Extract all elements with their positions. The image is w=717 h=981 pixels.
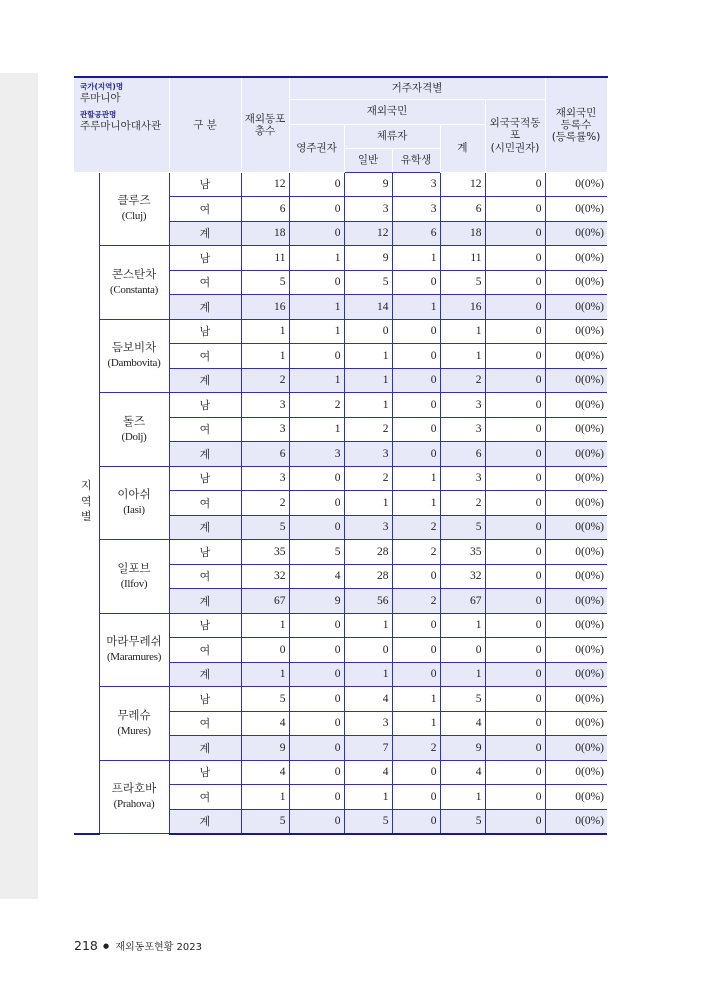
gender-cell: 남 [169, 466, 241, 491]
value-cell: 1 [440, 319, 485, 344]
value-cell: 2 [289, 393, 344, 418]
value-cell: 0(0%) [545, 589, 607, 614]
table-row [74, 613, 607, 638]
value-cell: 0(0%) [545, 466, 607, 491]
gender-cell: 계 [169, 221, 241, 246]
value-cell: 3 [289, 442, 344, 467]
value-cell: 0 [289, 491, 344, 516]
value-cell: 0 [485, 760, 545, 785]
student-header: 유학생 [392, 148, 440, 172]
value-cell: 0 [485, 393, 545, 418]
gender-cell: 계 [169, 515, 241, 540]
page-footer [74, 938, 202, 953]
value-cell: 0 [392, 564, 440, 589]
region-name-en: (Dolj) [121, 430, 147, 443]
value-cell: 1 [241, 785, 289, 810]
region-name-ko: 듬보비차 [111, 342, 157, 355]
gender-cell: 남 [169, 613, 241, 638]
region-name-en: (Dambovita) [107, 357, 161, 370]
value-cell: 1 [392, 295, 440, 320]
value-cell: 0 [485, 172, 545, 197]
value-cell: 0 [289, 221, 344, 246]
value-cell: 1 [392, 687, 440, 712]
value-cell: 2 [440, 491, 485, 516]
value-cell: 0(0%) [545, 368, 607, 393]
value-cell: 0 [289, 687, 344, 712]
value-cell: 0 [392, 760, 440, 785]
table-row [74, 687, 607, 712]
value-cell: 11 [241, 246, 289, 271]
value-cell: 14 [344, 295, 392, 320]
value-cell: 3 [440, 393, 485, 418]
value-cell: 5 [440, 270, 485, 295]
value-cell: 4 [289, 564, 344, 589]
gender-cell: 남 [169, 540, 241, 565]
region-name-en: (Maramures) [106, 651, 162, 664]
value-cell: 5 [241, 515, 289, 540]
value-cell: 18 [241, 221, 289, 246]
region-name-ko: 프라호바 [111, 783, 157, 796]
value-cell: 0(0%) [545, 417, 607, 442]
value-cell: 0(0%) [545, 638, 607, 663]
value-cell: 0(0%) [545, 662, 607, 687]
value-cell: 35 [241, 540, 289, 565]
gender-cell: 남 [169, 246, 241, 271]
office-label: 관할공관명 [80, 110, 117, 120]
value-cell: 2 [344, 466, 392, 491]
value-cell: 28 [344, 564, 392, 589]
value-cell: 1 [344, 368, 392, 393]
value-cell: 11 [440, 246, 485, 271]
gender-cell: 계 [169, 809, 241, 834]
value-cell: 0 [289, 197, 344, 222]
value-cell: 0(0%) [545, 540, 607, 565]
table-row [74, 540, 607, 565]
region-label [99, 540, 169, 614]
value-cell: 0 [344, 319, 392, 344]
country-label: 국가(지역)명 [80, 82, 124, 91]
gender-cell: 여 [169, 197, 241, 222]
value-cell: 5 [440, 515, 485, 540]
value-cell: 5 [344, 270, 392, 295]
table-body [74, 172, 607, 834]
value-cell: 0 [485, 368, 545, 393]
value-cell: 1 [344, 393, 392, 418]
value-cell: 2 [241, 491, 289, 516]
region-name-ko: 콘스탄차 [111, 268, 157, 281]
value-cell: 35 [440, 540, 485, 565]
category-header: 구 분 [169, 77, 241, 172]
value-cell: 0 [485, 319, 545, 344]
value-cell: 6 [241, 442, 289, 467]
value-cell: 12 [440, 172, 485, 197]
value-cell: 3 [241, 417, 289, 442]
value-cell: 0 [485, 197, 545, 222]
value-cell: 9 [344, 246, 392, 271]
value-cell: 4 [440, 711, 485, 736]
value-cell: 1 [344, 344, 392, 369]
value-cell: 9 [344, 172, 392, 197]
gender-cell: 계 [169, 295, 241, 320]
value-cell: 2 [440, 368, 485, 393]
subtotal-header: 계 [440, 124, 485, 172]
region-name-en: (Prahova) [113, 798, 155, 811]
value-cell: 0 [485, 711, 545, 736]
value-cell: 0 [485, 809, 545, 834]
value-cell: 0 [485, 785, 545, 810]
gender-cell: 여 [169, 785, 241, 810]
value-cell: 0(0%) [545, 613, 607, 638]
value-cell: 67 [241, 589, 289, 614]
value-cell: 4 [344, 687, 392, 712]
page-number: 218 [74, 938, 98, 953]
value-cell: 0 [289, 613, 344, 638]
value-cell: 6 [440, 442, 485, 467]
value-cell: 1 [440, 613, 485, 638]
region-name-en: (Iasi) [123, 504, 145, 517]
value-cell: 3 [440, 417, 485, 442]
total-overseas-header: 재외동포 총수 [241, 77, 289, 172]
gender-cell: 여 [169, 417, 241, 442]
value-cell: 1 [241, 662, 289, 687]
permanent-header: 영주권자 [289, 124, 344, 172]
region-label [99, 319, 169, 393]
gender-cell: 계 [169, 442, 241, 467]
value-cell: 0 [289, 809, 344, 834]
value-cell: 12 [241, 172, 289, 197]
value-cell: 0 [485, 736, 545, 761]
value-cell: 0 [392, 319, 440, 344]
value-cell: 0(0%) [545, 221, 607, 246]
value-cell: 0(0%) [545, 564, 607, 589]
region-name-ko: 무레슈 [117, 709, 151, 722]
value-cell: 1 [289, 417, 344, 442]
gender-cell: 남 [169, 760, 241, 785]
value-cell: 0 [289, 736, 344, 761]
value-cell: 1 [289, 368, 344, 393]
value-cell: 1 [392, 246, 440, 271]
value-cell: 0(0%) [545, 491, 607, 516]
value-cell: 0 [392, 785, 440, 810]
value-cell: 18 [440, 221, 485, 246]
value-cell: 5 [440, 809, 485, 834]
publication-title: 재외동포현황 2023 [115, 942, 202, 953]
value-cell: 3 [344, 442, 392, 467]
value-cell: 0 [392, 809, 440, 834]
value-cell: 32 [440, 564, 485, 589]
value-cell: 3 [241, 466, 289, 491]
region-label [99, 760, 169, 834]
value-cell: 2 [344, 417, 392, 442]
table-row [74, 246, 607, 271]
value-cell: 0(0%) [545, 785, 607, 810]
value-cell: 2 [392, 540, 440, 565]
value-cell: 28 [344, 540, 392, 565]
value-cell: 5 [241, 809, 289, 834]
table-row [74, 319, 607, 344]
value-cell: 0 [485, 515, 545, 540]
region-label [99, 687, 169, 761]
value-cell: 0(0%) [545, 270, 607, 295]
value-cell: 0(0%) [545, 246, 607, 271]
value-cell: 2 [392, 736, 440, 761]
foreign-nationals-header: 외국국적동포 (시민권자) [485, 99, 545, 172]
region-name-ko: 돌즈 [122, 415, 146, 428]
value-cell: 0 [289, 344, 344, 369]
value-cell: 6 [440, 197, 485, 222]
value-cell: 3 [392, 172, 440, 197]
value-cell: 12 [344, 221, 392, 246]
value-cell: 1 [344, 613, 392, 638]
value-cell: 1 [289, 319, 344, 344]
region-name-en: (Cluj) [121, 210, 147, 223]
page-margin-band [0, 73, 38, 899]
gender-cell: 남 [169, 172, 241, 197]
gender-cell: 여 [169, 344, 241, 369]
value-cell: 0(0%) [545, 393, 607, 418]
value-cell: 1 [440, 785, 485, 810]
value-cell: 1 [241, 613, 289, 638]
value-cell: 5 [440, 687, 485, 712]
gender-cell: 남 [169, 687, 241, 712]
value-cell: 0(0%) [545, 515, 607, 540]
region-label [99, 613, 169, 687]
value-cell: 0 [485, 417, 545, 442]
value-cell: 0 [392, 368, 440, 393]
value-cell: 0 [485, 589, 545, 614]
value-cell: 0 [289, 760, 344, 785]
value-cell: 0 [440, 638, 485, 663]
value-cell: 0(0%) [545, 711, 607, 736]
value-cell: 6 [392, 221, 440, 246]
value-cell: 1 [392, 711, 440, 736]
country-name: 루마니아 [80, 91, 121, 104]
value-cell: 4 [440, 760, 485, 785]
value-cell: 3 [241, 393, 289, 418]
value-cell: 0(0%) [545, 809, 607, 834]
value-cell: 4 [241, 760, 289, 785]
region-name-ko: 클루즈 [117, 195, 151, 208]
value-cell: 0 [485, 270, 545, 295]
value-cell: 16 [440, 295, 485, 320]
table-row [74, 172, 607, 197]
gender-cell: 남 [169, 393, 241, 418]
region-name-ko: 이아쉬 [117, 489, 151, 502]
table-row [74, 393, 607, 418]
value-cell: 0 [241, 638, 289, 663]
value-cell: 0 [485, 613, 545, 638]
value-cell: 3 [344, 197, 392, 222]
gender-cell: 계 [169, 736, 241, 761]
table-row [74, 760, 607, 785]
value-cell: 0 [485, 540, 545, 565]
gender-cell: 남 [169, 319, 241, 344]
region-name-en: (Constanta) [109, 283, 159, 296]
value-cell: 0 [485, 638, 545, 663]
value-cell: 0 [289, 466, 344, 491]
gender-cell: 계 [169, 662, 241, 687]
gender-cell: 여 [169, 564, 241, 589]
value-cell: 0(0%) [545, 319, 607, 344]
value-cell: 5 [241, 687, 289, 712]
value-cell: 1 [440, 344, 485, 369]
gender-cell: 계 [169, 368, 241, 393]
value-cell: 0 [289, 515, 344, 540]
gender-cell: 여 [169, 638, 241, 663]
value-cell: 0 [485, 662, 545, 687]
value-cell: 0 [289, 270, 344, 295]
value-cell: 0 [392, 638, 440, 663]
value-cell: 3 [392, 197, 440, 222]
value-cell: 0(0%) [545, 760, 607, 785]
region-label [99, 393, 169, 467]
value-cell: 1 [289, 246, 344, 271]
region-label [99, 246, 169, 320]
gender-cell: 여 [169, 270, 241, 295]
value-cell: 1 [344, 491, 392, 516]
value-cell: 0 [485, 246, 545, 271]
general-header: 일반 [344, 148, 392, 172]
korean-nationals-header: 재외국민 [289, 99, 485, 124]
value-cell: 1 [241, 319, 289, 344]
value-cell: 0 [289, 711, 344, 736]
value-cell: 0 [485, 564, 545, 589]
residence-status-header: 거주자격별 [289, 77, 545, 99]
value-cell: 4 [344, 760, 392, 785]
value-cell: 4 [241, 711, 289, 736]
value-cell: 0 [392, 613, 440, 638]
value-cell: 0 [485, 466, 545, 491]
value-cell: 0(0%) [545, 442, 607, 467]
value-cell: 0 [289, 172, 344, 197]
value-cell: 6 [241, 197, 289, 222]
value-cell: 0 [485, 442, 545, 467]
value-cell: 56 [344, 589, 392, 614]
value-cell: 5 [241, 270, 289, 295]
value-cell: 0(0%) [545, 295, 607, 320]
table-row [74, 466, 607, 491]
value-cell: 0 [392, 270, 440, 295]
value-cell: 0 [289, 662, 344, 687]
value-cell: 0(0%) [545, 197, 607, 222]
value-cell: 0 [485, 221, 545, 246]
gender-cell: 여 [169, 711, 241, 736]
value-cell: 9 [241, 736, 289, 761]
value-cell: 0 [289, 785, 344, 810]
value-cell: 2 [241, 368, 289, 393]
value-cell: 3 [344, 711, 392, 736]
value-cell: 0(0%) [545, 344, 607, 369]
registered-header: 재외국민 등록수 (등록률%) [545, 77, 607, 172]
value-cell: 2 [392, 515, 440, 540]
value-cell: 9 [289, 589, 344, 614]
region-name-ko: 마라무레쉬 [106, 636, 162, 649]
value-cell: 32 [241, 564, 289, 589]
value-cell: 5 [289, 540, 344, 565]
sojourner-header: 체류자 [344, 124, 440, 148]
value-cell: 1 [440, 662, 485, 687]
region-label [99, 172, 169, 246]
value-cell: 0(0%) [545, 687, 607, 712]
region-name-ko: 일포브 [117, 562, 151, 575]
table-corner-header [74, 77, 169, 172]
region-name-en: (Ilfov) [120, 577, 148, 590]
side-category-label: 지 역 별 [74, 172, 99, 834]
value-cell: 1 [289, 295, 344, 320]
value-cell: 0 [392, 417, 440, 442]
value-cell: 3 [344, 515, 392, 540]
value-cell: 0(0%) [545, 736, 607, 761]
value-cell: 1 [241, 344, 289, 369]
value-cell: 0 [485, 344, 545, 369]
value-cell: 9 [440, 736, 485, 761]
value-cell: 16 [241, 295, 289, 320]
office-name: 주루마니아대사관 [80, 120, 162, 133]
value-cell: 1 [344, 785, 392, 810]
value-cell: 1 [344, 662, 392, 687]
value-cell: 0 [392, 442, 440, 467]
value-cell: 0 [392, 662, 440, 687]
value-cell: 0 [289, 638, 344, 663]
value-cell: 0(0%) [545, 172, 607, 197]
value-cell: 3 [440, 466, 485, 491]
gender-cell: 여 [169, 491, 241, 516]
value-cell: 7 [344, 736, 392, 761]
overseas-koreans-table [74, 76, 608, 835]
value-cell: 0 [485, 687, 545, 712]
region-name-en: (Mures) [117, 724, 151, 737]
value-cell: 2 [392, 589, 440, 614]
value-cell: 0 [344, 638, 392, 663]
value-cell: 5 [344, 809, 392, 834]
value-cell: 0 [392, 344, 440, 369]
value-cell: 0 [485, 295, 545, 320]
value-cell: 67 [440, 589, 485, 614]
gender-cell: 계 [169, 589, 241, 614]
bullet-dot-icon: ● [103, 942, 110, 950]
value-cell: 1 [392, 466, 440, 491]
value-cell: 1 [392, 491, 440, 516]
region-label [99, 466, 169, 540]
value-cell: 0 [485, 491, 545, 516]
value-cell: 0 [392, 393, 440, 418]
